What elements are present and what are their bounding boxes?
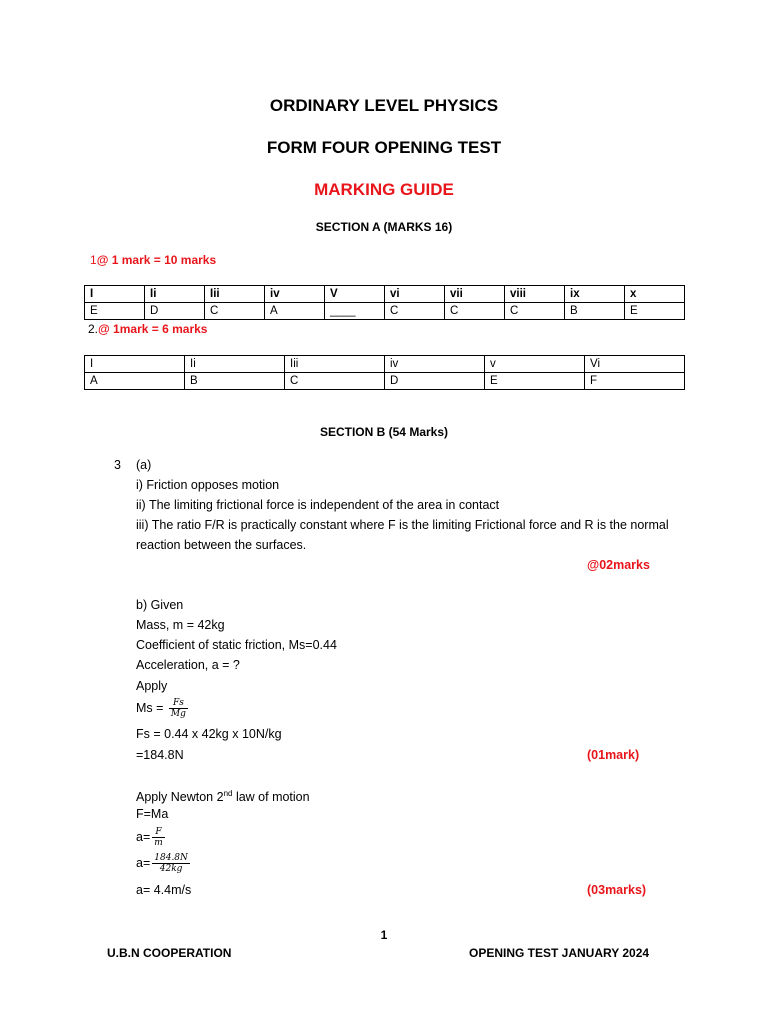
q1-header-cell: iv <box>265 286 325 303</box>
q3-part-b: b) Given <box>136 598 184 612</box>
q1-header-cell: I <box>85 286 145 303</box>
q1-header-row <box>85 286 685 303</box>
q1-answer-cell: B <box>565 303 625 320</box>
q2-answer-cell: A <box>85 373 185 390</box>
q2-header-cell: I <box>85 356 185 373</box>
q3-acceleration-question: Acceleration, a = ? <box>136 658 240 672</box>
a2-fraction <box>152 853 190 874</box>
a2-lhs: a= <box>136 856 151 870</box>
document-title: ORDINARY LEVEL PHYSICS <box>269 96 499 115</box>
q3-apply: Apply <box>136 679 168 693</box>
q1-header-cell: viii <box>505 286 565 303</box>
footer-left: U.B.N COOPERATION <box>107 946 232 960</box>
q1-label-number: 1 <box>90 253 97 267</box>
q2-answer-cell: E <box>485 373 585 390</box>
q3-part-a: (a) <box>136 458 152 472</box>
q1-label <box>90 253 216 267</box>
q2-answer-row <box>85 373 685 390</box>
q1-header-cell: V <box>325 286 385 303</box>
a2-numerator: 184.8N <box>154 853 188 864</box>
q2-label-marks: @ 1mark = 6 marks <box>98 322 208 336</box>
q3-line-iii-cont: reaction between the surfaces. <box>136 538 307 552</box>
q2-answer-cell: F <box>585 373 685 390</box>
a-numerator: F <box>152 827 165 838</box>
q2-answer-cell: B <box>185 373 285 390</box>
q1-answer-cell: E <box>85 303 145 320</box>
q1-answer-cell: C <box>385 303 445 320</box>
q2-header-row <box>85 356 685 373</box>
q1-header-cell: vi <box>385 286 445 303</box>
a-denominator: m <box>154 838 163 849</box>
footer-right: OPENING TEST JANUARY 2024 <box>469 946 650 960</box>
q1-answer-cell: ____ <box>325 303 385 320</box>
newton-post: law of motion <box>232 790 310 805</box>
q2-label <box>88 322 207 336</box>
q3a-marks: @02marks <box>587 558 650 572</box>
marking-guide-title: MARKING GUIDE <box>314 180 454 199</box>
q3b-marks-1: (01mark) <box>587 748 640 762</box>
q1-header-cell: vii <box>445 286 505 303</box>
q1-header-cell: x <box>625 286 685 303</box>
a-lhs: a= <box>136 830 151 844</box>
q1-answer-cell: E <box>625 303 685 320</box>
section-b-heading: SECTION B (54 Marks) <box>319 425 449 439</box>
ms-fraction <box>169 698 188 719</box>
q2-header-cell: iv <box>385 356 485 373</box>
q2-answer-table <box>84 355 685 390</box>
q1-header-cell: ix <box>565 286 625 303</box>
q2-label-number: 2. <box>88 322 99 336</box>
a2-denominator: 42kg <box>159 864 183 875</box>
q1-answer-table <box>84 285 685 320</box>
ms-denominator: Mg <box>170 709 186 720</box>
q1-answer-row <box>85 303 685 320</box>
q3-number: 3 <box>114 458 121 472</box>
newton-superscript: nd <box>223 789 233 798</box>
q1-answer-cell: C <box>505 303 565 320</box>
q3-fma: F=Ma <box>136 807 169 821</box>
q1-answer-cell: C <box>205 303 265 320</box>
newton-pre: Apply Newton 2 <box>136 790 224 805</box>
q3-line-i: i) Friction opposes motion <box>136 478 280 492</box>
q2-header-cell: Vi <box>585 356 685 373</box>
q1-label-marks: @ 1 mark = 10 marks <box>96 253 217 267</box>
q3-a-result: a= 4.4m/s <box>136 883 192 897</box>
q3-fs-calculation: Fs = 0.44 x 42kg x 10N/kg <box>136 727 282 741</box>
q3-a-formula <box>136 826 165 848</box>
q3-mass: Mass, m = 42kg <box>136 618 225 632</box>
q3-a-substitution <box>136 852 190 874</box>
q1-answer-cell: D <box>145 303 205 320</box>
q2-header-cell: Ii <box>185 356 285 373</box>
q1-answer-cell: C <box>445 303 505 320</box>
page-number: 1 <box>380 928 388 942</box>
section-a-heading: SECTION A (MARKS 16) <box>315 220 453 234</box>
q3-line-ii: ii) The limiting frictional force is independent of the area in contact <box>136 498 500 512</box>
q3b-marks-2: (03marks) <box>587 883 647 897</box>
test-title: FORM FOUR OPENING TEST <box>266 138 502 157</box>
q2-answer-cell: C <box>285 373 385 390</box>
q2-answer-cell: D <box>385 373 485 390</box>
q3-coefficient: Coefficient of static friction, Ms=0.44 <box>136 638 337 652</box>
ms-lhs: Ms = <box>136 701 164 715</box>
q1-header-cell: Iii <box>205 286 265 303</box>
ms-numerator: Fs <box>169 698 188 709</box>
q2-header-cell: v <box>485 356 585 373</box>
q3-fs-result: =184.8N <box>136 748 184 762</box>
q3-ms-formula <box>136 697 188 719</box>
a-fraction <box>152 827 165 848</box>
q1-header-cell: Ii <box>145 286 205 303</box>
q1-answer-cell: A <box>265 303 325 320</box>
q2-header-cell: Iii <box>285 356 385 373</box>
q3-line-iii: iii) The ratio F/R is practically constant where F is the limiting Frictional force and R is the normal <box>136 518 669 532</box>
